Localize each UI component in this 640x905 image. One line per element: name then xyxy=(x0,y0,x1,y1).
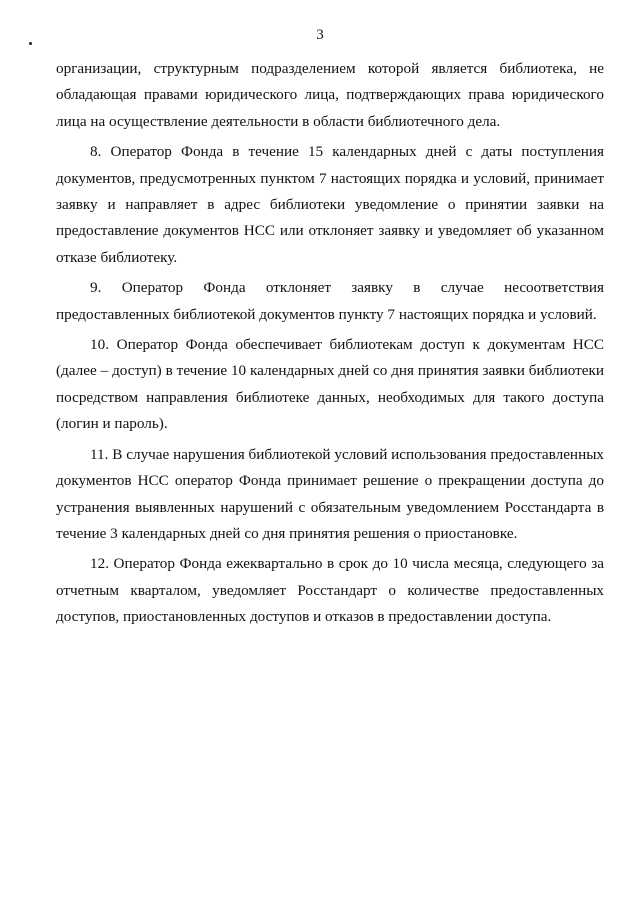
paragraph-continuation: организации, структурным подразделением которой является библиотека, не обладающая правами юридического лица, подтверждающих права юридического лица на осуществление деятельности в области библиотечного дела. xyxy=(56,60,604,130)
paragraph-9: 9. Оператор Фонда отклоняет заявку в случае несоответствия предоставленных библиотекой документов пункту 7 настоящих порядка и условий. xyxy=(56,279,604,323)
page-number: 3 xyxy=(316,27,324,43)
scan-mark xyxy=(29,42,32,45)
paragraph-10: 10. Оператор Фонда обеспечивает библиотекам доступ к документам НСС (далее – доступ) в течение 10 календарных дней со дня принятия заявки библиотеки посредством направления библиотеке данных, необходимых для такого доступа (логин и пароль). xyxy=(56,336,604,433)
paragraph-12: 12. Оператор Фонда ежеквартально в срок до 10 числа месяца, следующего за отчетным кварталом, уведомляет Росстандарт о количестве предоставленных доступов, приостановленных доступов и отказов в предоставлении доступа. xyxy=(56,555,604,626)
paragraph-8: 8. Оператор Фонда в течение 15 календарных дней с даты поступления документов, предусмотренных пунктом 7 настоящих порядка и условий, принимает заявку и направляет в адрес библиотеки уведомление о принятии заявки на предоставление документов НСС или отклоняет заявку и уведомляет об указанном отказе библиотеку. xyxy=(56,143,604,266)
paragraph-11: 11. В случае нарушения библиотекой условий использования предоставленных документов НСС оператор Фонда принимает решение о прекращении доступа до устранения выявленных нарушений с обязательным уведомлением Росстандарта в течение 3 календарных дней со дня принятия решения о приостановке. xyxy=(56,445,604,542)
document-body xyxy=(56,56,604,635)
